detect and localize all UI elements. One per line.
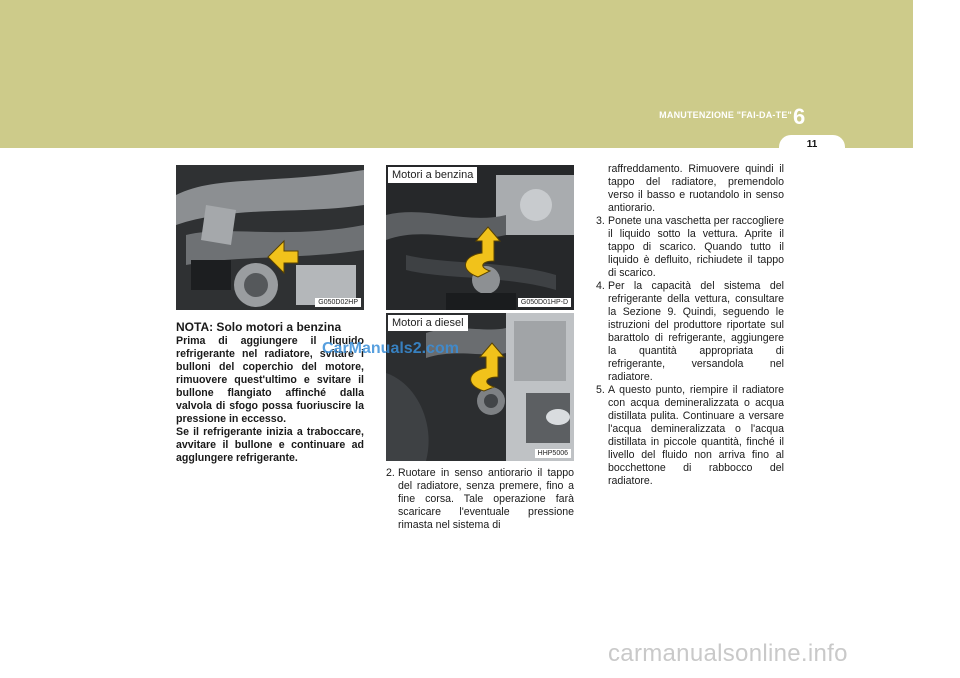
chapter-number: 6 xyxy=(793,104,806,129)
step-item xyxy=(596,215,784,280)
step-item xyxy=(386,467,574,532)
step-number: 3. xyxy=(596,215,605,227)
note-body-2: Se il refrigerante inizia a traboccare, avvitare il bullone e continuare ad agglungere refrigerante. xyxy=(176,426,364,464)
engine-bay-image-diesel xyxy=(386,313,574,461)
image-label: Motori a benzina xyxy=(388,167,477,183)
note-title: NOTA: Solo motori a benzina xyxy=(176,320,342,334)
engine-bay-image-graphic xyxy=(386,313,574,461)
engine-bay-image-petrol xyxy=(386,165,574,310)
engine-bay-image-graphic xyxy=(386,165,574,310)
section-title: MANUTENZIONE "FAI-DA-TE" xyxy=(659,110,792,120)
step-item-continued xyxy=(596,163,784,215)
step-item xyxy=(596,280,784,384)
steps-column-middle xyxy=(386,467,574,532)
page-number: 11 xyxy=(806,139,818,150)
step-text: A questo punto, riempire il radiatore con acqua demineralizzata o acqua distillata pulita. Continuare a versare l'acqua demineralizzata o l'acqua distillata in piccole quantità, finché il livello del fluido non arriva fino al bocchettone di rabbocco del radiatore. xyxy=(608,384,784,487)
footer-watermark: carmanualsonline.info xyxy=(608,640,848,667)
engine-bay-image xyxy=(176,165,364,310)
step-number: 5. xyxy=(596,384,605,396)
note-body: Prima di aggiungere il liquido refrigerante nel radiatore, svitare i bulloni del coperchio del motore, rimuovere quest'ultimo e svitare il bullone flangiato affinché dalla valvola di sfogo possa fuoriuscire la pressione in eccesso. xyxy=(176,335,364,425)
step-number: 4. xyxy=(596,280,605,292)
engine-bay-image-graphic xyxy=(176,165,364,310)
steps-column-right xyxy=(596,163,784,488)
step-text: Ponete una vaschetta per raccogliere il liquido sotto la vettura. Aprite il tappo di scarico. Quando tutto il liquido è defluito, richiudete il tappo di scarico. xyxy=(608,215,784,279)
step-item xyxy=(596,384,784,488)
step-number: 2. xyxy=(386,467,395,479)
step-text: Ruotare in senso antiorario il tappo del radiatore, senza premere, fino a fine corsa. Tale operazione farà scaricare l'eventuale pressione rimasta nel sistema di xyxy=(398,467,574,531)
image-code: G050D02HP xyxy=(315,298,361,307)
image-label: Motori a diesel xyxy=(388,315,468,331)
header-band xyxy=(0,0,913,148)
step-text: raffreddamento. Rimuovere quindi il tappo del radiatore, premendolo verso il basso e ruotandolo in senso antiorario. xyxy=(608,163,784,214)
image-code: G050D01HP-D xyxy=(518,298,571,307)
step-text: Per la capacità del sistema del refrigerante della vettura, consultare la Sezione 9. Quindi, seguendo le istruzioni del produttore riportate sul barattolo di refrigerante, aggiungere la quantità appropriata di refrigerante, versandola nel radiatore. xyxy=(608,280,784,383)
image-code: HHP5006 xyxy=(535,449,571,458)
watermark: CarManuals2.com xyxy=(322,340,459,357)
